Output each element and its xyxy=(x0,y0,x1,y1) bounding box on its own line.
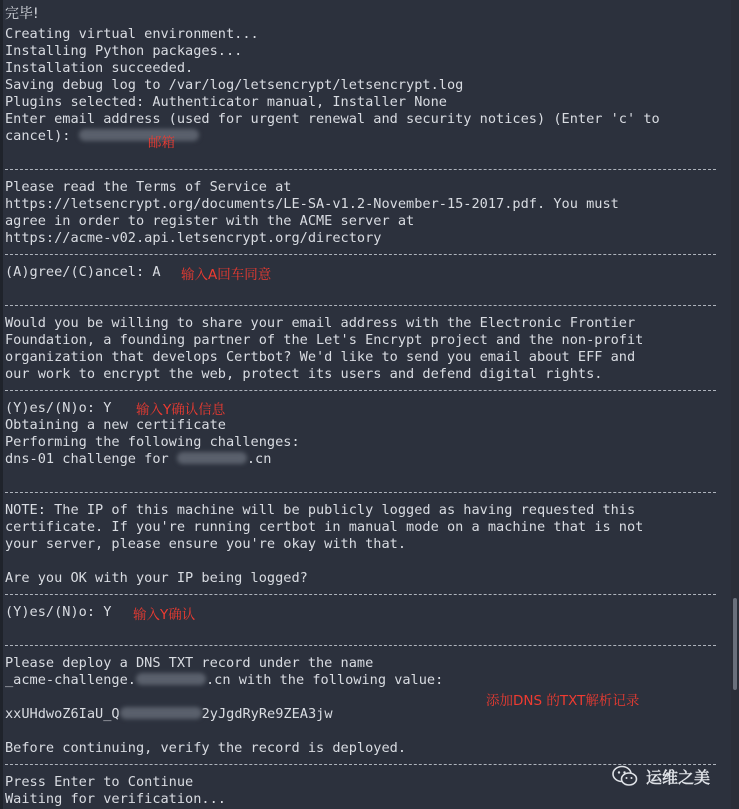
terminal-line: Saving debug log to /var/log/letsencrypt/letsencrypt.log xyxy=(5,77,464,93)
terminal-line: Waiting for verification... xyxy=(5,791,226,807)
annotation-ip-ok: 输入Y确认 xyxy=(133,607,196,623)
terminal-line xyxy=(5,706,333,723)
terminal-line: Performing the following challenges: xyxy=(5,434,300,450)
terminal-line: Creating virtual environment... xyxy=(5,26,259,42)
terminal-line xyxy=(5,451,271,468)
terminal-line: organization that develops Certbot? We'd like to send you email about EFF and xyxy=(5,349,636,365)
terminal-line: Before continuing, verify the record is deployed. xyxy=(5,740,407,756)
annotation-agree: 输入A回车同意 xyxy=(181,267,272,283)
wechat-icon xyxy=(612,765,638,787)
terminal-line: Are you OK with your IP being logged? xyxy=(5,570,308,586)
separator xyxy=(5,390,716,391)
terminal-scrollbar-track[interactable] xyxy=(731,0,739,809)
separator xyxy=(5,764,716,765)
annotation-dns: 添加DNS 的TXT解析记录 xyxy=(486,693,640,709)
separator xyxy=(5,254,716,255)
terminal-line: Please read the Terms of Service at xyxy=(5,179,292,195)
annotation-share: 输入Y确认信息 xyxy=(136,402,226,418)
redacted-email xyxy=(79,129,199,141)
txt-value-start: xxUHdwoZ6IaU_Q xyxy=(5,706,120,722)
watermark-text: 运维之美 xyxy=(646,767,711,787)
terminal-line: (Y)es/(N)o: Y xyxy=(5,400,112,416)
terminal-scrollbar-thumb[interactable] xyxy=(733,598,737,690)
watermark xyxy=(612,764,710,788)
terminal-line: NOTE: The IP of this machine will be publicly logged as having requested this xyxy=(5,502,636,518)
terminal-line: https://acme-v02.api.letsencrypt.org/directory xyxy=(5,230,382,246)
separator xyxy=(5,492,716,493)
terminal-line: agree in order to register with the ACME server at xyxy=(5,213,415,229)
terminal-line: Please deploy a DNS TXT record under the name xyxy=(5,655,374,671)
terminal-line: Installing Python packages... xyxy=(5,43,243,59)
redacted-txt-value xyxy=(120,707,202,719)
separator xyxy=(5,169,716,170)
separator xyxy=(5,594,716,595)
acme-prefix: _acme-challenge. xyxy=(5,672,136,688)
terminal-line: Enter email address (used for urgent renewal and security notices) (Enter 'c' to xyxy=(5,111,660,127)
challenge-suffix: .cn xyxy=(246,451,272,467)
terminal-line: 完毕! xyxy=(5,6,39,22)
annotation-email: 邮箱 xyxy=(148,135,175,151)
redacted-domain xyxy=(177,452,247,464)
email-prompt: cancel): xyxy=(5,128,79,144)
terminal-line: Obtaining a new certificate xyxy=(5,417,226,433)
terminal-line: our work to encrypt the web, protect its users and defend digital rights. xyxy=(5,366,603,382)
terminal-line: Foundation, a founding partner of the Let's Encrypt project and the non-profit xyxy=(5,332,644,348)
terminal-left-edge xyxy=(0,0,3,809)
separator xyxy=(5,305,716,306)
terminal-line: Installation succeeded. xyxy=(5,60,194,76)
redacted-domain xyxy=(136,673,206,685)
terminal-line: (A)gree/(C)ancel: A xyxy=(5,264,161,280)
acme-suffix: .cn with the following value: xyxy=(205,672,444,688)
terminal-line: Would you be willing to share your email address with the Electronic Frontier xyxy=(5,315,636,331)
separator xyxy=(5,645,716,646)
terminal-line: your server, please ensure you're okay with that. xyxy=(5,536,407,552)
terminal-line: Press Enter to Continue xyxy=(5,774,194,790)
terminal-line: https://letsencrypt.org/documents/LE-SA-v1.2-November-15-2017.pdf. You must xyxy=(5,196,619,212)
terminal-line: (Y)es/(N)o: Y xyxy=(5,604,112,620)
terminal-line: Plugins selected: Authenticator manual, Installer None xyxy=(5,94,447,110)
challenge-prefix: dns-01 challenge for xyxy=(5,451,177,467)
terminal-line: certificate. If you're running certbot in manual mode on a machine that is not xyxy=(5,519,644,535)
txt-value-end: 2yJgdRyRe9ZEA3jw xyxy=(201,706,333,722)
terminal-line xyxy=(5,672,443,689)
